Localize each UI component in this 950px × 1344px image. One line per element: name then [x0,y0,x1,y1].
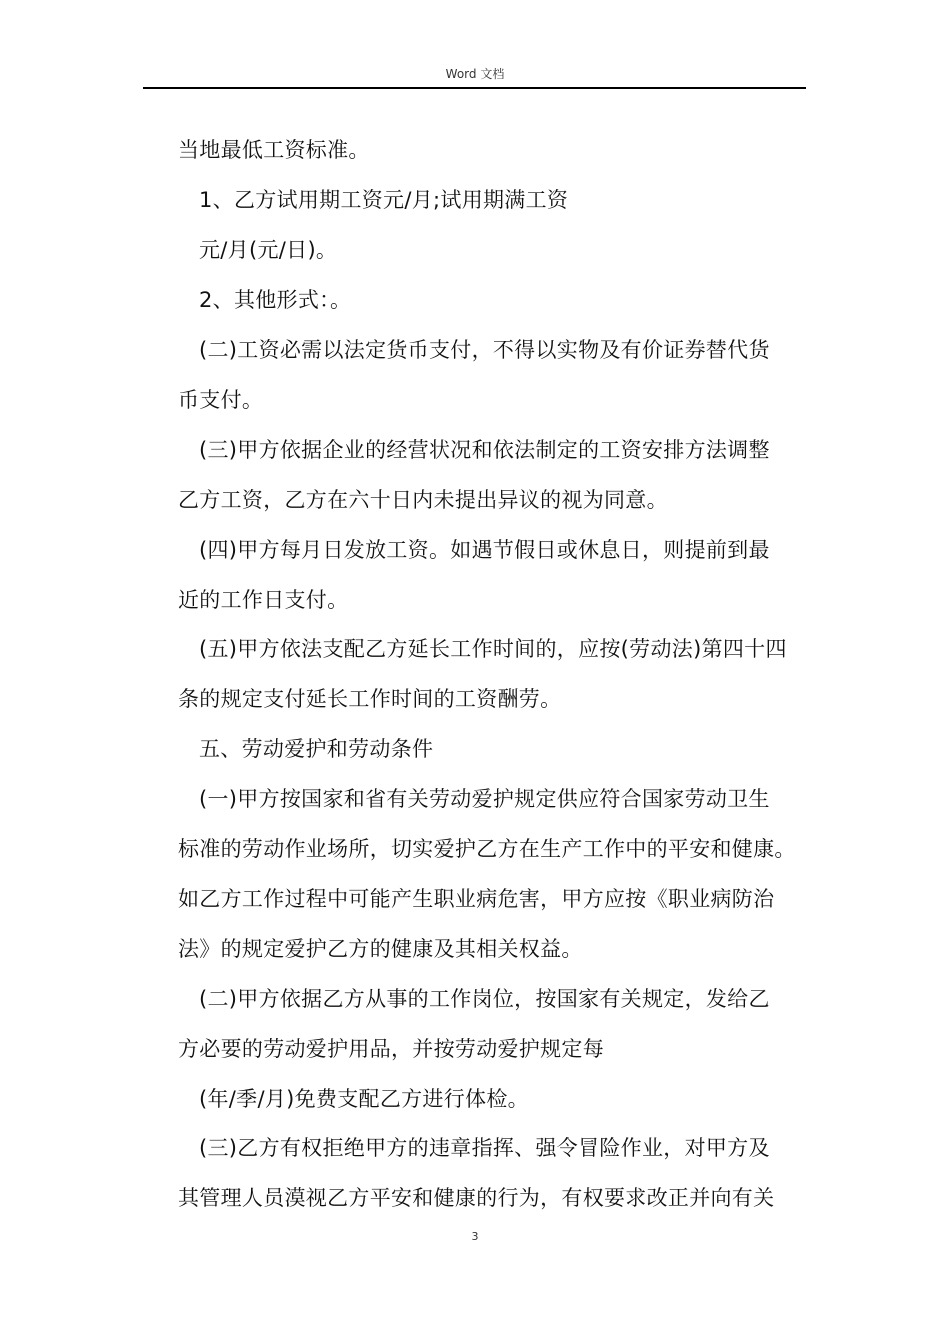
text-line: 币支付。 [178,388,264,412]
section-heading: 五、劳动爱护和劳动条件 [199,737,434,761]
text-line: 2、其他形式：。 [199,288,352,312]
page-number: 3 [471,1230,479,1243]
text-line: 如乙方工作过程中可能产生职业病危害，甲方应按《职业病防治 [178,887,775,911]
text-line: (年/季/月)免费支配乙方进行体检。 [199,1087,529,1111]
text-line: (二)甲方依据乙方从事的工作岗位，按国家有关规定，发给乙 [199,987,770,1011]
text-line: 当地最低工资标准。 [178,138,370,162]
text-line: (四)甲方每月日发放工资。如遇节假日或休息日，则提前到最 [199,538,770,562]
text-line: 元/月(元/日)。 [199,238,338,262]
text-line: 1、乙方试用期工资元/月;试用期满工资 [199,188,569,212]
page-header: Word 文档 [445,67,505,81]
text-line: 标准的劳动作业场所，切实爱护乙方在生产工作中的平安和健康。 [178,837,796,861]
text-line: 方必要的劳动爱护用品，并按劳动爱护规定每 [178,1037,604,1061]
text-line: 近的工作日支付。 [178,588,349,612]
text-line: (三)乙方有权拒绝甲方的违章指挥、强令冒险作业，对甲方及 [199,1136,770,1160]
text-line: 法》的规定爱护乙方的健康及其相关权益。 [178,937,583,961]
text-line: (一)甲方按国家和省有关劳动爱护规定供应符合国家劳动卫生 [199,787,770,811]
text-line: 乙方工资，乙方在六十日内未提出异议的视为同意。 [178,488,668,512]
text-line: (二)工资必需以法定货币支付，不得以实物及有价证券替代货 [199,338,770,362]
text-line: 条的规定支付延长工作时间的工资酬劳。 [178,687,562,711]
text-line: 其管理人员漠视乙方平安和健康的行为，有权要求改正并向有关 [178,1186,775,1210]
text-line: (五)甲方依法支配乙方延长工作时间的，应按(劳动法)第四十四 [199,637,787,661]
text-line: (三)甲方依据企业的经营状况和依法制定的工资安排方法调整 [199,438,770,462]
